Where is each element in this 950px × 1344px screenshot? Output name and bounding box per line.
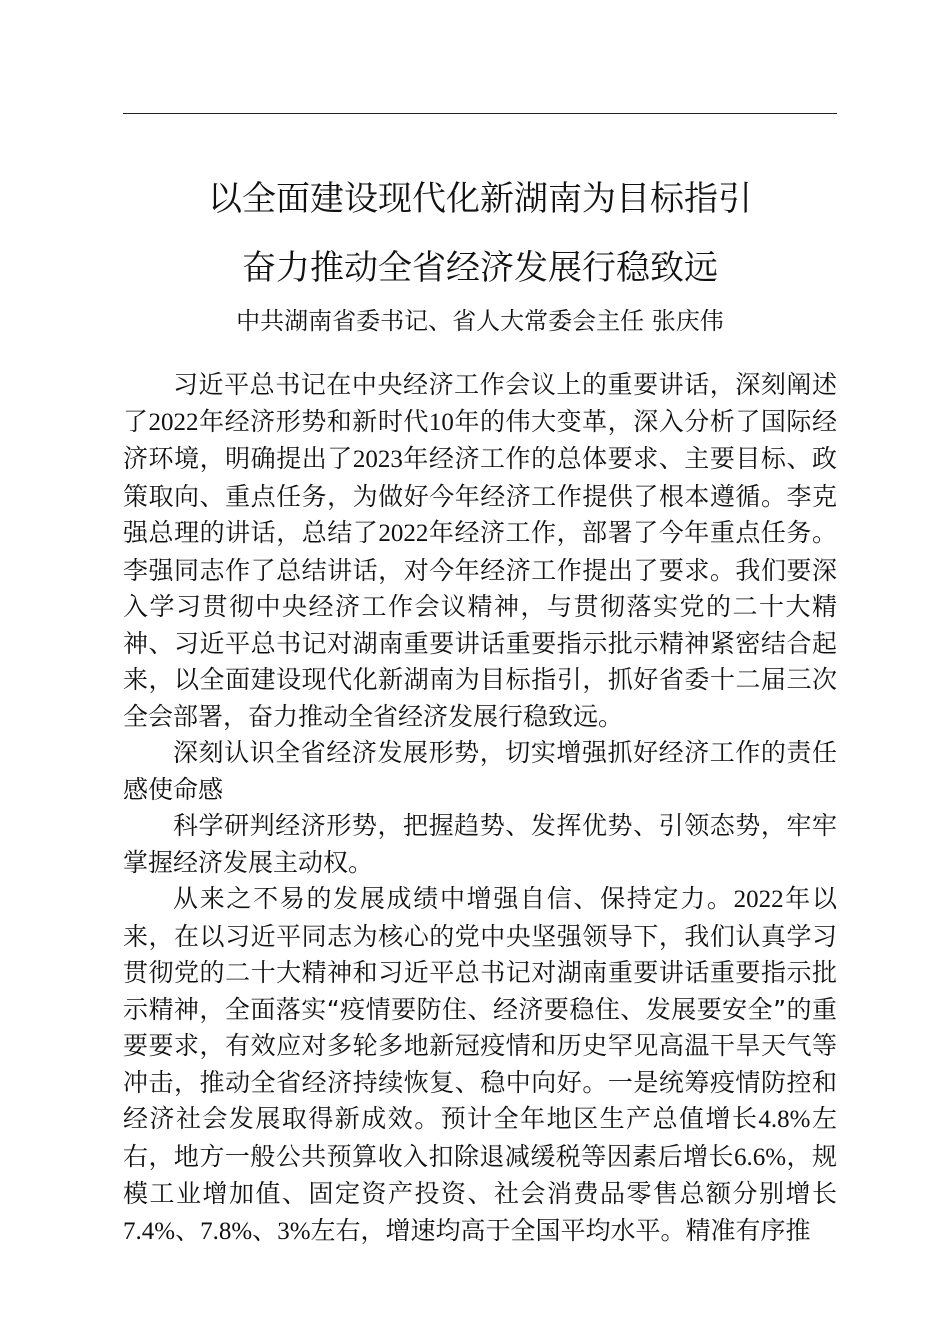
body-paragraph: 从来之不易的发展成绩中增强自信、保持定力。2022年以来，在以习近平同志为核心的党中央坚强领导下，我们认真学习贯彻党的二十大精神和习近平总书记对湖南重要讲话重要指示批示精神，全面落实“疫情要防住、经济要稳住、发展要安全”的重要要求，有效应对多轮多地新冠疫情和历史罕见高温干旱天气等冲击，推动全省经济持续恢复、稳中向好。一是统筹疫情防控和经济社会发展取得新成效。预计全年地区生产总值增长4.8%左右，地方一般公共预算收入扣除退减缓税等因素后增长6.6%，规模工业增加值、固定资产投资、社会消费品零售总额分别增长7.4%、7.8%、3%左右，增速均高于全国平均水平。精准有序推 xyxy=(123,884,837,1245)
document-body xyxy=(123,367,837,1250)
header-rule xyxy=(123,113,837,114)
document-title-line-1: 以全面建设现代化新湖南为目标指引 xyxy=(208,179,752,219)
body-paragraph: 习近平总书记在中央经济工作会议上的重要讲话，深刻阐述了2022年经济形势和新时代10年的伟大变革，深入分析了国际经济环境，明确提出了2023年经济工作的总体要求、主要目标、政策取向、重点任务，为做好今年经济工作提供了根本遵循。李克强总理的讲话，总结了2022年经济工作，部署了今年重点任务。李强同志作了总结讲话，对今年经济工作提出了要求。我们要深入学习贯彻中央经济工作会议精神，与贯彻落实党的二十大精神、习近平总书记对湖南重要讲话重要指示批示精神紧密结合起来，以全面建设现代化新湖南为目标指引，抓好省委十二届三次全会部署，奋力推动全省经济发展行稳致远。 xyxy=(123,370,837,731)
document-title-line-2: 奋力推动全省经济发展行稳致远 xyxy=(242,248,718,288)
section-heading: 深刻认识全省经济发展形势，切实增强抓好经济工作的责任感使命感 xyxy=(123,738,837,804)
body-paragraph: 科学研判经济形势，把握趋势、发挥优势、引领态势，牢牢掌握经济发展主动权。 xyxy=(123,811,837,877)
author-byline: 中共湖南省委书记、省人大常委会主任 张庆伟 xyxy=(236,307,724,335)
